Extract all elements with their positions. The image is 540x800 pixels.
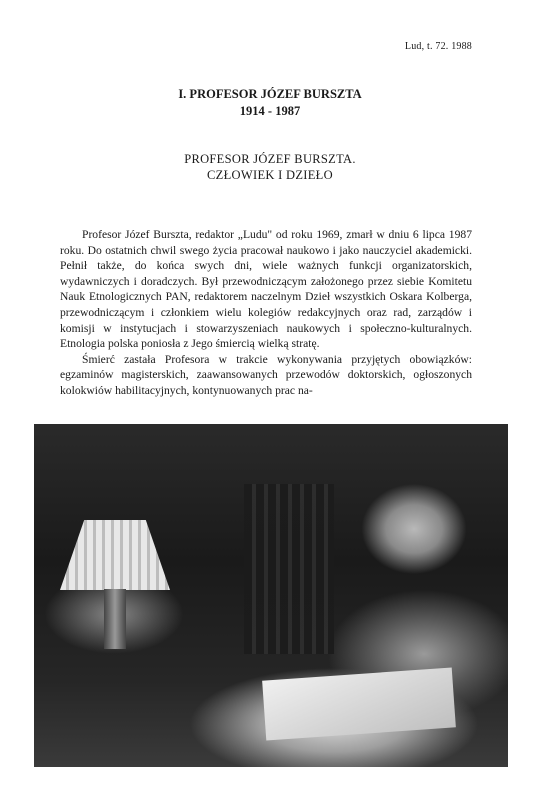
lamp-base-shape	[104, 589, 126, 649]
paragraph-1: Profesor Józef Burszta, redaktor „Ludu" od roku 1969, zmarł w dniu 6 lipca 1987 roku. Do ostatnich chwil swego życia pracował naukowo i jako nauczyciel akademicki. Pełnił także, do końca swych dni, wiele ważnych funkcji organizatorskich, wydawniczych i doradczych. Był przewodniczącym założonego przez siebie Komitetu Nauk Etnologicznych PAN, redaktorem naczelnym Dzieł wszystkich Oskara Kolberga, przewodniczącym i członkiem wielu kolegiów redakcyjnych oraz rad, zarządów i komisji w instytucjach i stowarzyszeniach naukowych i społeczno-kulturalnych. Etnologia polska poniosła z Jego śmiercią wielką stratę.	[60, 228, 472, 351]
article-title-line-2: CZŁOWIEK I DZIEŁO	[207, 168, 333, 182]
portrait-photo	[34, 424, 508, 767]
bookshelf-shape	[244, 484, 334, 654]
article-title	[0, 151, 540, 183]
running-head: Lud, t. 72. 1988	[404, 41, 472, 52]
article-body	[60, 227, 472, 399]
section-heading-dates: 1914 - 1987	[239, 104, 301, 118]
section-heading	[0, 86, 540, 120]
papers-shape	[262, 667, 456, 740]
section-heading-name: I. PROFESOR JÓZEF BURSZTA	[178, 87, 362, 101]
paragraph-2: Śmierć zastała Profesora w trakcie wykonywania przyjętych obowiązków: egzaminów magisterskich, zaawansowanych przewodów doktorskich, ogłoszonych kolokwiów habilitacyjnych, kontynuowanych prac na-	[60, 352, 472, 397]
article-title-line-1: PROFESOR JÓZEF BURSZTA.	[184, 152, 356, 166]
lamp-shade-shape	[60, 520, 170, 590]
